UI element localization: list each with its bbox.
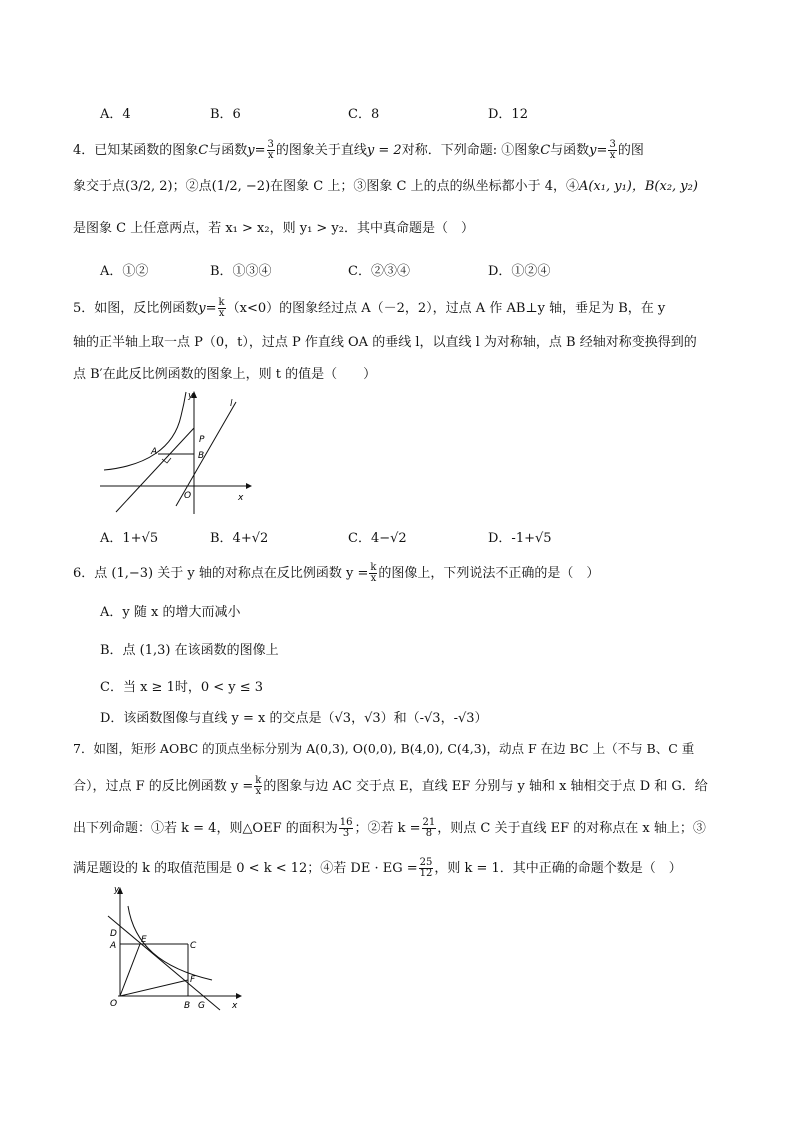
label-c: C — [190, 941, 197, 951]
q4-point: (1/2, −2) — [211, 179, 271, 194]
q5-line-1: 5．如图，反比例函数y= $\frac{k}{x}$ （x<0）的图象经过点 A（－2，2），过点 A 作 AB⊥y 轴，垂足为 B，在 y — [73, 297, 666, 319]
q4-option-d: D．①②④ — [488, 264, 551, 279]
label-b: B — [184, 1001, 191, 1011]
q4-line-2 — [73, 178, 698, 196]
q7-text: ，则点 C 关于直线 EF 的对称点在 x 轴上；③ — [437, 821, 706, 836]
q6-text: 6．点 (1,−3) 关于 y 轴的对称点在反比例函数 y = — [73, 566, 369, 581]
q4-text: 与函数 — [550, 143, 590, 158]
q4-text: 对称．下列命题: ①图象 — [401, 143, 541, 158]
q7-text: 满足题设的 k 的取值范围是 0 < k < 12；④若 DE · EG = — [73, 861, 418, 876]
q7-text: 的图象与边 AC 交于点 E，直线 EF 分别与 y 轴和 x 轴相交于点 D 和 G．给 — [263, 779, 708, 794]
x-arrow-icon — [236, 993, 242, 999]
segment-of — [120, 980, 188, 996]
q4-line-3: 是图象 C 上任意两点，若 x₁ > x₂，则 y₁ > y₂．其中真命题是（ ） — [73, 221, 474, 236]
label-l: l — [230, 399, 233, 409]
label-o: O — [110, 999, 118, 1009]
label-f: F — [190, 975, 196, 985]
q5-text: 5．如图，反比例函数 — [73, 301, 199, 316]
q6-option-a: A．y 随 x 的增大而减小 — [100, 605, 241, 620]
label-e: E — [141, 935, 147, 945]
q5-option-a: A．1+√5 — [100, 531, 159, 546]
q4-text: 与函数 — [208, 143, 248, 158]
q7-line-1: 7．如图，矩形 AOBC 的顶点坐标分别为 A(0,3), O(0,0), B(4,0), C(4,3)，动点 F 在边 BC 上（不与 B、C 重 — [73, 741, 695, 756]
q4-points: A(x₁, y₁)，B(x₂, y₂) — [578, 179, 698, 194]
q6-option-c: C．当 x ≥ 1时，0 < y ≤ 3 — [100, 680, 264, 695]
label-d: D — [110, 929, 117, 939]
q3-option-b: B．6 — [210, 107, 241, 122]
q7-text: 出下列命题：①若 k = 4，则△OEF 的面积为 — [73, 821, 338, 836]
q7-text: 合），过点 F 的反比例函数 y = — [73, 779, 254, 794]
q7-line-2 — [73, 776, 708, 797]
q6-fraction: $\frac{k}{x}$ — [370, 562, 377, 584]
q7-line-4 — [73, 858, 682, 879]
q5-option-b: B．4+√2 — [210, 531, 269, 546]
hyperbola-curve — [104, 392, 186, 470]
q5-option-d: D．-1+√5 — [488, 531, 552, 546]
label-y: y — [188, 391, 194, 401]
q4-point: (3/2, 2) — [125, 179, 173, 194]
q7-fraction: $\frac{21}{8}$ — [422, 817, 436, 839]
q4-text: 的图象关于直线 — [275, 143, 367, 158]
q4-text: 4．已知某函数的图象 — [73, 143, 199, 158]
q7-fraction: $\frac{25}{12}$ — [419, 857, 433, 879]
q6-text: 的图像上，下列说法不正确的是（ ） — [378, 566, 600, 581]
q5-figure — [96, 388, 256, 518]
q5-line-3: 点 B′在此反比例函数的图象上，则 t 的值是（ ） — [73, 367, 377, 382]
q5-option-c: C．4−√2 — [348, 531, 407, 546]
q4-line-1: 4．已知某函数的图象C与函数y= $\frac{3}{x}$ 的图象关于直线y = 2对称．下列命题: ①图象C与函数y= $\frac{3}{x}$ 的图 — [73, 139, 644, 161]
q4-line-eq: y = 2 — [366, 143, 402, 158]
q4-option-c: C．②③④ — [348, 264, 410, 279]
q6-line-1 — [73, 563, 599, 584]
q4-text: 象交于点 — [73, 179, 126, 194]
q4-option-a: A．①② — [100, 264, 149, 279]
q5-fraction: $\frac{k}{x}$ — [218, 297, 225, 319]
label-o: O — [184, 491, 192, 501]
label-x: x — [238, 493, 244, 503]
label-p: P — [199, 435, 205, 445]
x-arrow-icon — [246, 483, 252, 489]
q6-option-b: B．点 (1,3) 在该函数的图像上 — [100, 643, 279, 658]
q4-option-b: B．①③④ — [210, 264, 272, 279]
q4-fraction: $\frac{3}{x}$ — [267, 139, 274, 161]
q4-text: 在图象 C 上；③图象 C 上的点的纵坐标都小于 4，④ — [270, 179, 579, 194]
q7-text: ；②若 k = — [354, 821, 421, 836]
q5-text: （x<0）的图象经过点 A（－2，2），过点 A 作 AB⊥y 轴，垂足为 B，在 y — [226, 301, 666, 316]
label-b: B — [198, 451, 205, 461]
label-x: x — [232, 1001, 238, 1011]
label-g: G — [198, 1001, 205, 1011]
right-angle-mark — [162, 458, 171, 463]
q4-text: ；②点 — [172, 179, 212, 194]
q4-var: C — [198, 143, 209, 158]
q4-text: 的图 — [617, 143, 644, 158]
segment-oe — [120, 944, 140, 996]
q7-line-3 — [73, 818, 706, 839]
q4-var: C — [540, 143, 551, 158]
q4-fraction: $\frac{3}{x}$ — [609, 139, 616, 161]
label-a: A — [110, 941, 117, 951]
q7-fraction: $\frac{k}{x}$ — [255, 775, 262, 797]
label-y: y — [114, 885, 120, 895]
q5-line-2: 轴的正半轴上取一点 P（0，t），过点 P 作直线 OA 的垂线 l，以直线 l 为对称轴，点 B 经轴对称变换得到的 — [73, 335, 697, 350]
q7-text: ，则 k = 1．其中正确的命题个数是（ ） — [434, 861, 682, 876]
q7-figure — [100, 884, 250, 1024]
q3-option-d: D．12 — [488, 107, 528, 122]
q3-option-c: C．8 — [348, 107, 380, 122]
q7-fraction: $\frac{16}{3}$ — [339, 817, 353, 839]
label-a: A — [151, 447, 158, 457]
line-oa — [116, 428, 194, 512]
q6-option-d: D．该函数图像与直线 y = x 的交点是（√3，√3）和（-√3，-√3） — [100, 711, 488, 726]
q3-option-a: A．4 — [100, 107, 131, 122]
